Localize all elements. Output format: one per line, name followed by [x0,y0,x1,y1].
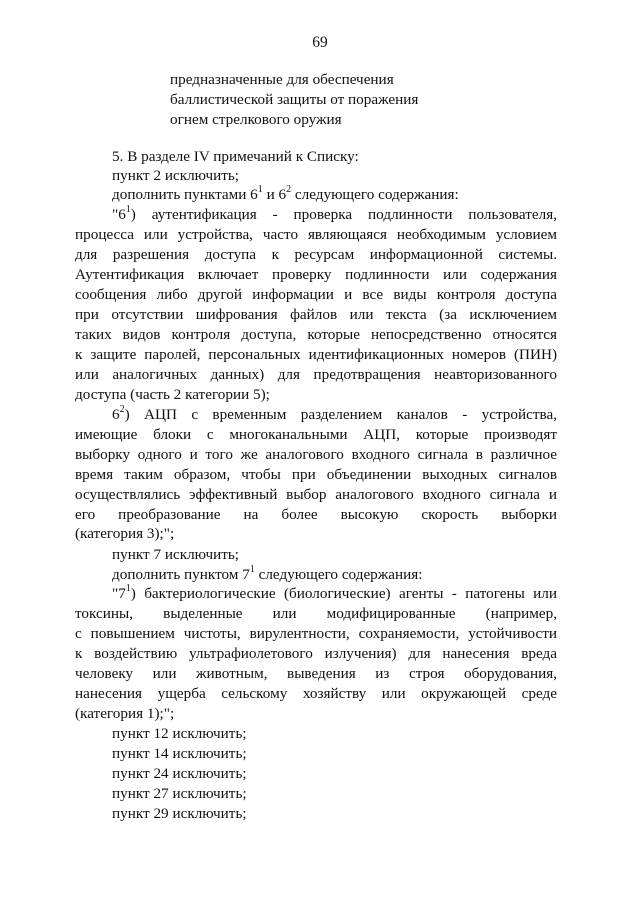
definition-6-1-line: Аутентификация включает проверку подлинности или содержания [75,266,557,283]
definition-6-2-line: имеющие блоки с многоканальными АЦП, которые производят [75,426,557,443]
excluded-item: пункт 24 исключить; [112,765,247,782]
intro-line: баллистической защиты от поражения [170,91,419,108]
definition-6-2-line: осуществлялись эффективный выбор аналогового входного сигнала и [75,486,557,503]
definition-6-2-line: время таким образом, чтобы при объединении выходных сигналов [75,466,557,483]
definition-7-1-line: (категория 1);"; [75,705,175,722]
definition-7-1-line: к воздействию ультрафиолетового излучения) для нанесения вреда [75,645,557,662]
intro-line: огнем стрелкового оружия [170,111,342,128]
item-2-excluded: пункт 2 исключить; [112,167,239,184]
item-7-excluded: пункт 7 исключить; [112,546,239,563]
page-number: 69 [312,34,328,51]
excluded-item: пункт 29 исключить; [112,805,247,822]
definition-6-2-line: (категория 3);"; [75,525,175,542]
definition-6-1-line: доступа (часть 2 категории 5); [75,386,270,403]
definition-6-1-line: процесса или устройства, часто являющаяся необходимым условием [75,226,557,243]
definition-6-1-line: к защите паролей, персональных идентификационных номеров (ПИН) [75,346,557,363]
definition-6-2-line: выборку одного и того же аналогового входного сигнала в различное [75,446,557,463]
definition-7-1-line: с повышением чистоты, вирулентности, сохраняемости, устойчивости [75,625,557,642]
definition-6-1-first-line: "$6^1$) аутентификация - проверка подлинности пользователя, [112,203,557,223]
definition-6-1-line: при отсутствии шифрования файлов или текста (за исключением [75,306,557,323]
definition-6-1-line: для разрешения доступа к ресурсам информационной системы. [75,246,557,263]
excluded-item: пункт 14 исключить; [112,745,247,762]
definition-6-1-line: сообщения либо другой информации и все виды контроля доступа [75,286,557,303]
definition-6-1-line: таких видов контроля доступа, которые непосредственно относятся [75,326,557,343]
add-items-6-1-6-2: дополнить пунктами $6^1$ и $6^2$ следующего содержания: [112,183,459,203]
section-heading: 5. В разделе IV примечаний к Списку: [112,148,359,165]
excluded-item: пункт 12 исключить; [112,725,247,742]
definition-7-1-line: нанесения ущерба сельскому хозяйству или окружающей среде [75,685,557,702]
definition-6-2-first-line: $6^2$) АЦП с временным разделением каналов - устройства, [112,403,557,423]
add-item-7-1: дополнить пунктом $7^1$ следующего содержания: [112,563,423,583]
intro-line: предназначенные для обеспечения [170,71,394,88]
definition-6-1-line: или аналогичных данных) для предотвращения неавторизованного [75,366,557,383]
definition-7-1-line: токсины, выделенные или модифицированные (например, [75,605,557,622]
excluded-item: пункт 27 исключить; [112,785,247,802]
definition-6-2-line: его преобразование на более высокую скорость выборки [75,506,557,523]
definition-7-1-line: человеку или животным, выведения из строя оборудования, [75,665,557,682]
definition-7-1-first-line: "$7^1$) бактериологические (биологические) агенты - патогены или [112,582,557,602]
